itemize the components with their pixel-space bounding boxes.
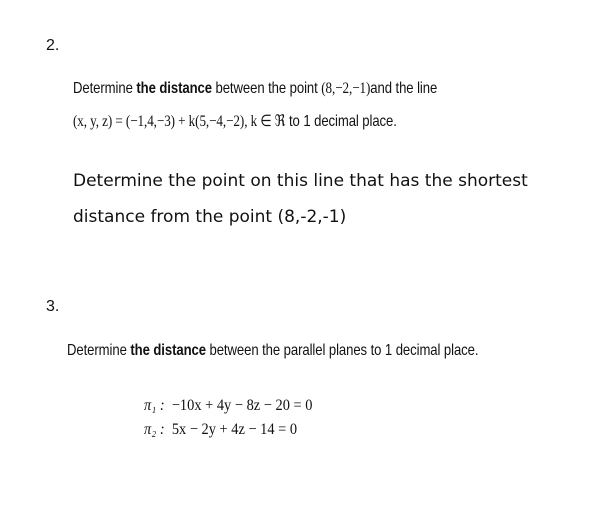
q2-prompt-line2-post: to 1 decimal place. — [285, 113, 397, 130]
q2-prompt-line2 — [73, 111, 397, 131]
q2-prompt-mid: between the point — [211, 80, 322, 97]
q2-point: (8,−2,−1) — [321, 80, 371, 97]
plane-2-expression: 5x − 2y + 4z − 14 = 0 — [171, 421, 298, 438]
q2-prompt-line1 — [73, 80, 437, 98]
q2-prompt-pre: Determine — [73, 80, 137, 97]
question-number-2: 2. — [46, 37, 60, 54]
q2-prompt-post: and the line — [370, 80, 438, 97]
q2-part2-line1: Determine the point on this line that has the shortest — [73, 171, 528, 191]
plane-1-equation — [144, 397, 312, 415]
q3-prompt-line1 — [67, 342, 478, 360]
plane-2-equation — [144, 421, 297, 439]
question-number-3: 3. — [46, 298, 60, 315]
q3-prompt-pre: Determine — [67, 342, 131, 359]
plane-2-label: π₂ : — [144, 421, 165, 438]
q3-prompt-post: between the parallel planes to 1 decimal place. — [205, 342, 479, 359]
q2-prompt-bold: the distance — [136, 80, 212, 97]
plane-1-expression: −10x + 4y − 8z − 20 = 0 — [171, 397, 313, 414]
plane-1-label: π₁ : — [144, 397, 165, 414]
q3-prompt-bold: the distance — [130, 342, 206, 359]
q2-part2-line2: distance from the point (8,-2,-1) — [73, 207, 347, 227]
q2-line-equation: (x, y, z) = (−1,4,−3) + k(5,−4,−2), k ∈ ℜ — [73, 113, 286, 130]
